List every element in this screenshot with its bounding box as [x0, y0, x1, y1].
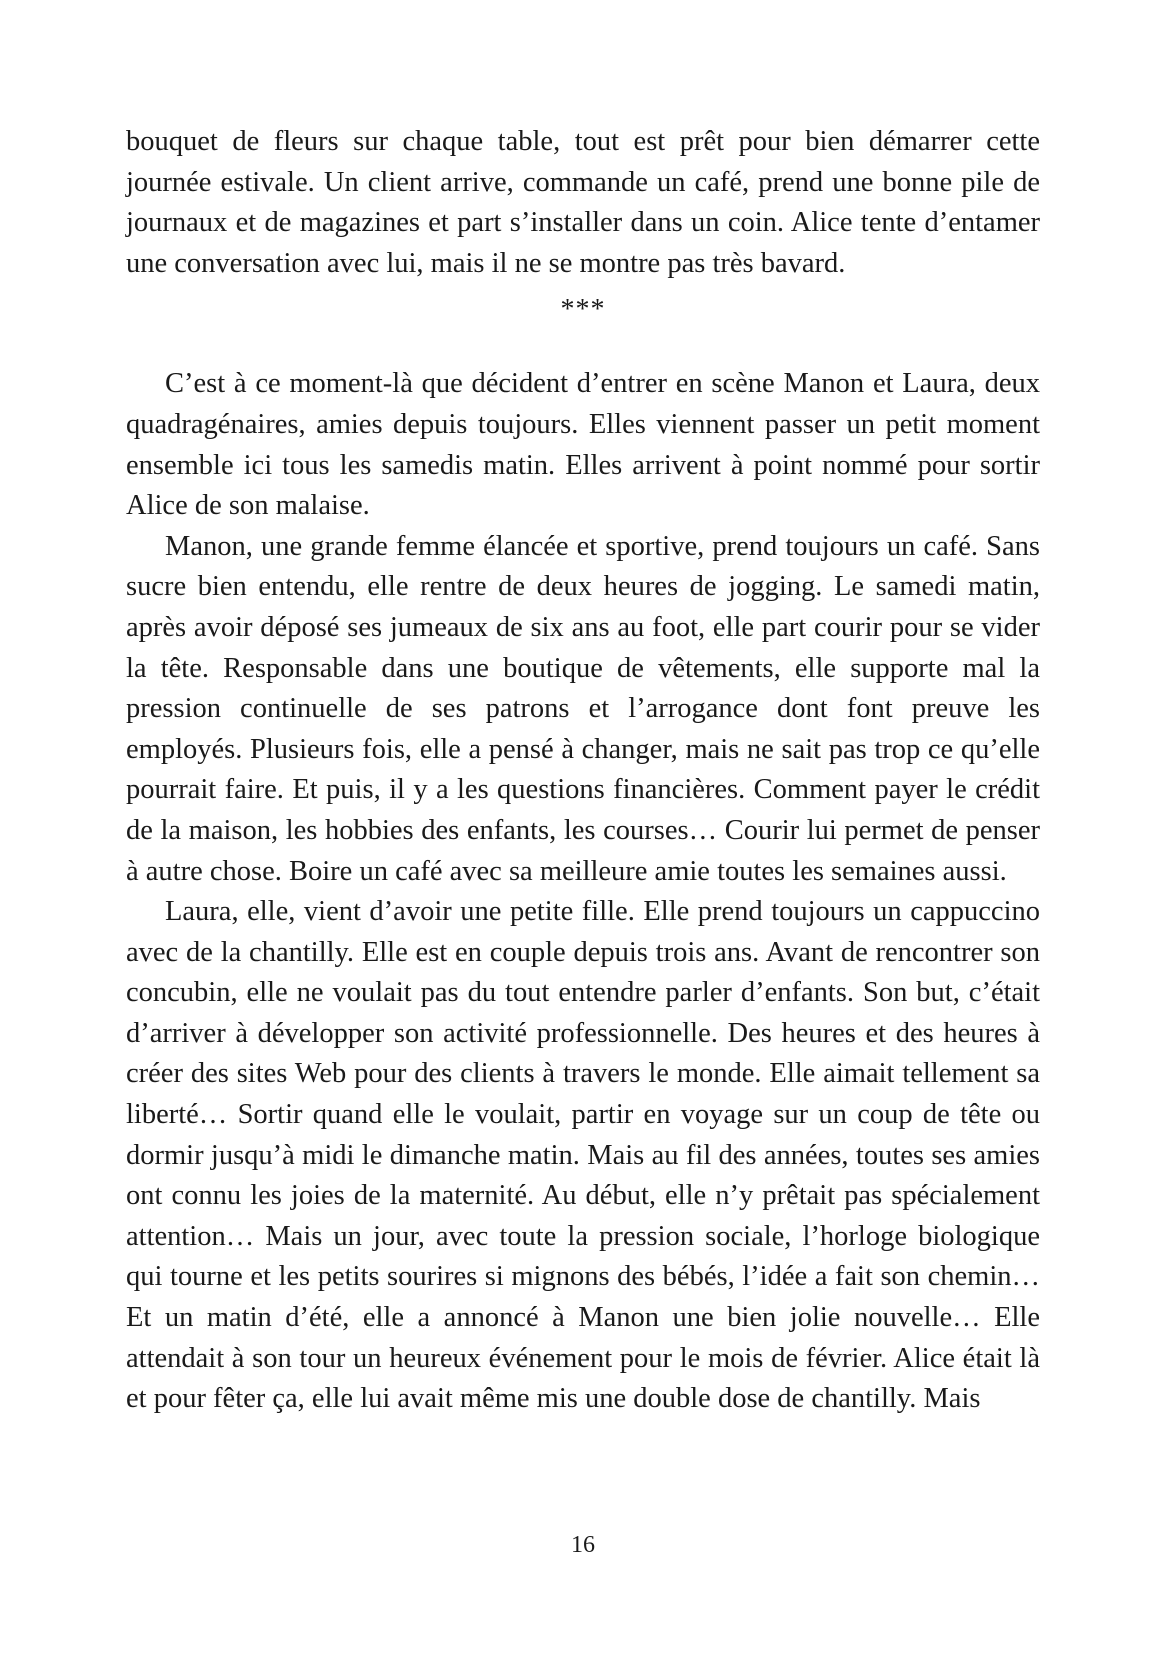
page-number: 16	[571, 1532, 595, 1558]
paragraph-laura: Laura, elle, vient d’avoir une petite fille. Elle prend toujours un cappuccino avec de la chantilly. Elle est en couple depuis trois ans. Avant de rencontrer son concubin, elle ne voulait pas du tout entendre parler d’enfants. Son but, c’était d’arriver à développer son activité professionnelle. Des heures et des heures à créer des sites Web pour des clients à travers le monde. Elle aimait tellement sa liberté… Sortir quand elle le voulait, partir en voyage sur un coup de tête ou dormir jusqu’à midi le dimanche matin. Mais au fil des années, toutes ses amies ont connu les joies de la maternité. Au début, elle n’y prêtait pas spécialement attention… Mais un jour, avec toute la pression sociale, l’horloge biologique qui tourne et les petits sourires si mignons des bébés, l’idée a fait son chemin… Et un matin d’été, elle a annoncé à Manon une bien jolie nouvelle… Elle attendait à son tour un heureux événement pour le mois de février. Alice était là et pour fêter ça, elle lui avait même mis une double dose de chantilly. Mais	[126, 896, 1040, 1415]
page-body	[126, 122, 1040, 1420]
paragraph-continuation: bouquet de fleurs sur chaque table, tout est prêt pour bien démarrer cette journée estivale. Un client arrive, commande un café, prend une bonne pile de journaux et de magazines et part s’installer dans un coin. Alice tente d’entamer une conversation avec lui, mais il ne se montre pas très bavard.	[126, 126, 1040, 279]
section-separator: ***	[560, 294, 606, 326]
paragraph-manon-laura-intro: C’est à ce moment-là que décident d’entrer en scène Manon et Laura, deux quadragénaires, amies depuis toujours. Elles viennent passer un petit moment ensemble ici tous les samedis matin. Elles arrivent à point nommé pour sortir Alice de son malaise.	[126, 368, 1040, 522]
paragraph-manon: Manon, une grande femme élancée et sportive, prend toujours un café. Sans sucre bien entendu, elle rentre de deux heures de jogging. Le samedi matin, après avoir déposé ses jumeaux de six ans au foot, elle part courir pour se vider la tête. Responsable dans une boutique de vêtements, elle supporte mal la pression continuelle de ses patrons et l’arrogance dont font preuve les employés. Plusieurs fois, elle a pensé à changer, mais ne sait pas trop ce qu’elle pourrait faire. Et puis, il y a les questions financières. Comment payer le crédit de la maison, les hobbies des enfants, les courses… Courir lui permet de penser à autre chose. Boire un café avec sa meilleure amie toutes les semaines aussi.	[126, 530, 1040, 887]
